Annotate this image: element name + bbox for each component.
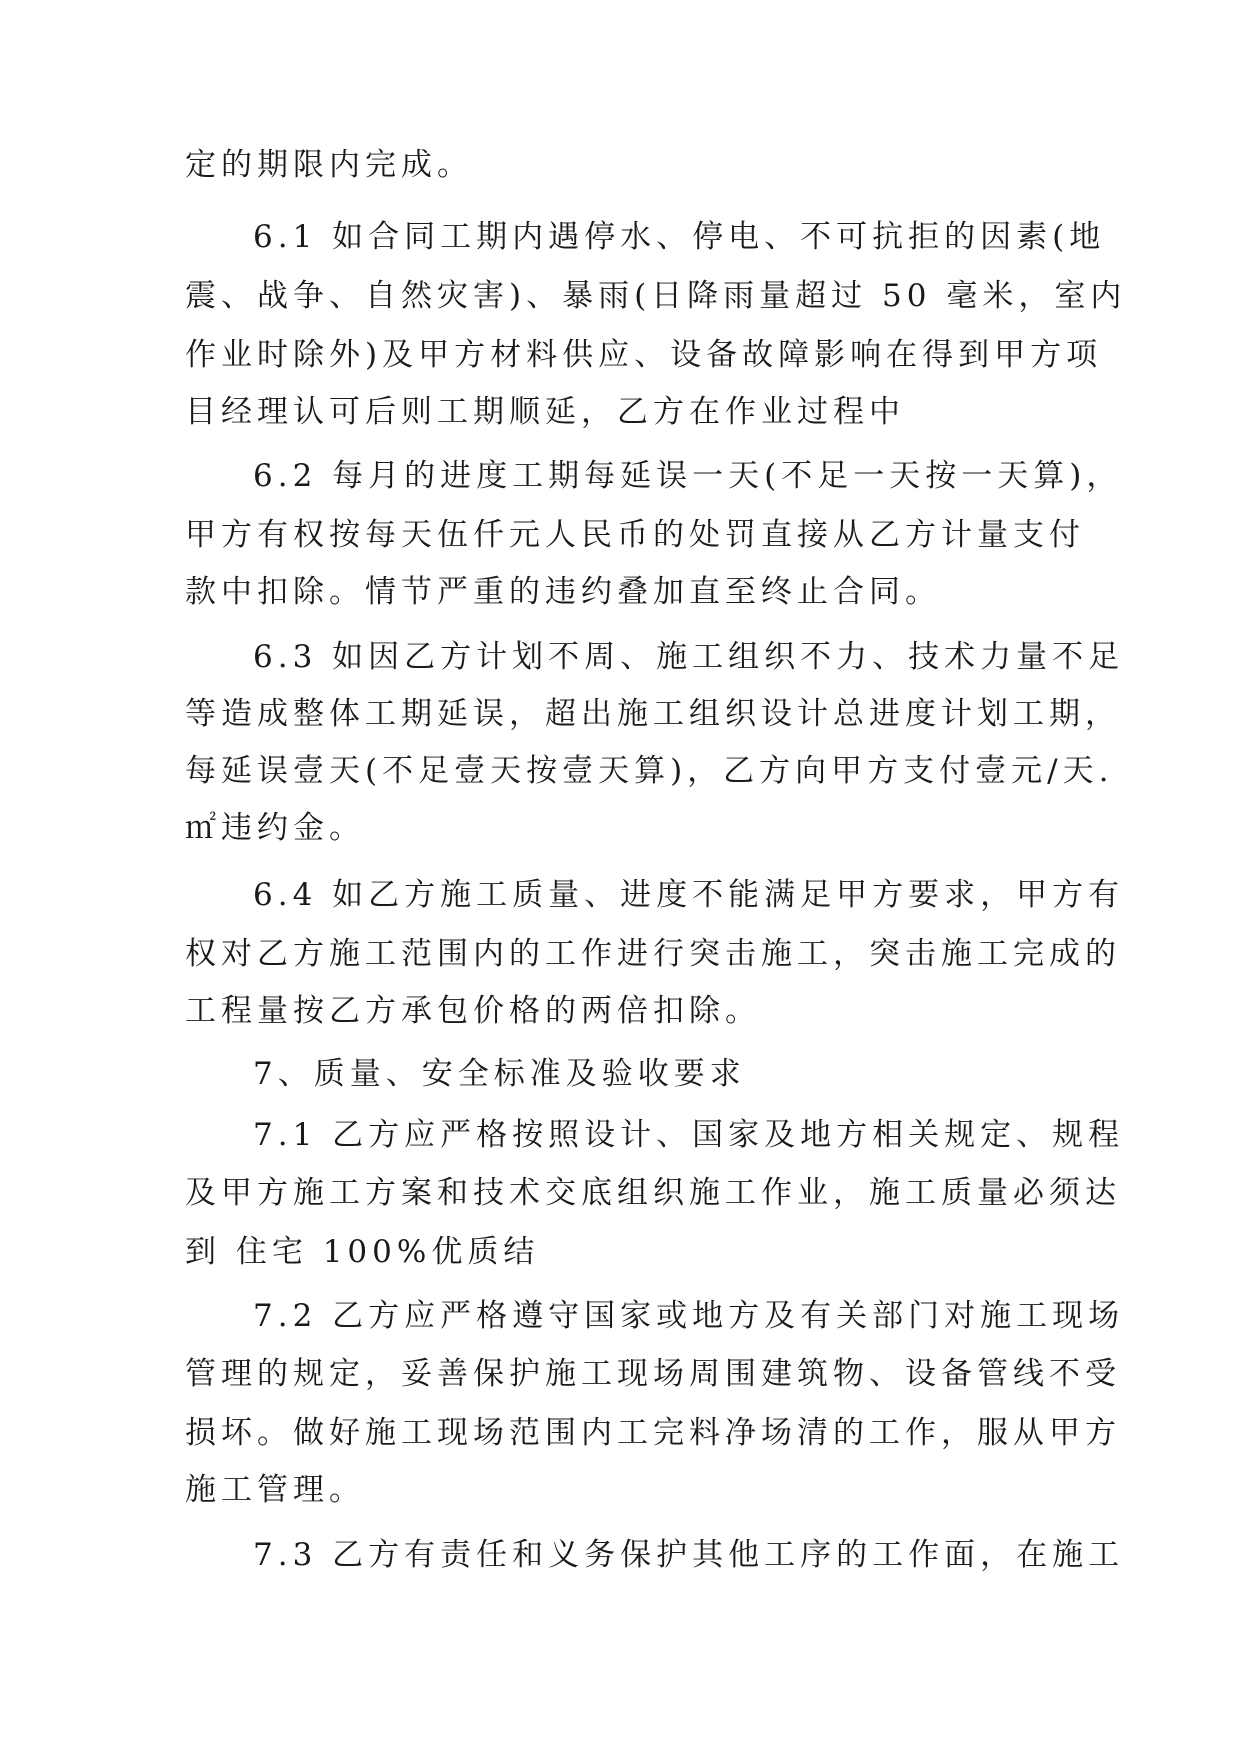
- text-line: 损坏。做好施工现场范围内工完料净场清的工作，服从甲方: [185, 1415, 1121, 1451]
- text-line: 甲方有权按每天伍仟元人民币的处罚直接从乙方计量支付: [185, 517, 1085, 553]
- text-line: 定的期限内完成。: [185, 147, 473, 183]
- text-line: 施工管理。: [185, 1472, 365, 1508]
- text-line: 7.1 乙方应严格按照设计、国家及地方相关规定、规程: [253, 1117, 1125, 1153]
- text-line: 权对乙方施工范围内的工作进行突击施工，突击施工完成的: [185, 936, 1121, 972]
- text-line: 目经理认可后则工期顺延，乙方在作业过程中: [185, 394, 905, 430]
- text-line: 及甲方施工方案和技术交底组织施工作业，施工质量必须达: [185, 1175, 1121, 1211]
- text-line: ㎡违约金。: [185, 810, 365, 846]
- text-line: 每延误壹天(不足壹天按壹天算)，乙方向甲方支付壹元/天.: [185, 753, 1114, 789]
- text-line: 到 住宅 100%优质结: [185, 1234, 540, 1270]
- text-line: 6.2 每月的进度工期每延误一天(不足一天按一天算)，: [253, 458, 1123, 494]
- text-line: 管理的规定，妥善保护施工现场周围建筑物、设备管线不受: [185, 1356, 1121, 1392]
- text-line: 7.2 乙方应严格遵守国家或地方及有关部门对施工现场: [253, 1298, 1125, 1334]
- text-line: 震、战争、自然灾害)、暴雨(日降雨量超过 50 毫米，室内: [185, 278, 1127, 314]
- text-line: 6.1 如合同工期内遇停水、停电、不可抗拒的因素(地: [253, 219, 1106, 255]
- text-line: 作业时除外)及甲方材料供应、设备故障影响在得到甲方项: [185, 337, 1103, 373]
- text-line: 款中扣除。情节严重的违约叠加直至终止合同。: [185, 574, 941, 610]
- text-line: 6.3 如因乙方计划不周、施工组织不力、技术力量不足: [253, 639, 1125, 675]
- text-line: 等造成整体工期延误，超出施工组织设计总进度计划工期，: [185, 696, 1121, 732]
- text-line: 7.3 乙方有责任和义务保护其他工序的工作面，在施工: [253, 1537, 1125, 1573]
- text-line: 6.4 如乙方施工质量、进度不能满足甲方要求，甲方有: [253, 877, 1125, 913]
- text-line: 7、质量、安全标准及验收要求: [253, 1056, 746, 1092]
- text-line: 工程量按乙方承包价格的两倍扣除。: [185, 993, 761, 1029]
